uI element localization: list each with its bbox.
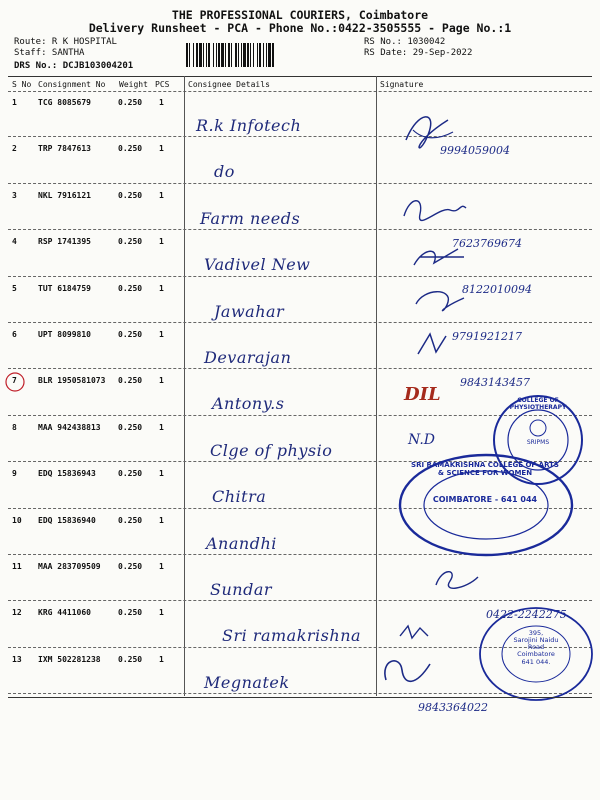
row-consignee-details: Jawahar	[214, 301, 285, 321]
institute-address-2: Sarojini Naidu Road	[513, 636, 559, 652]
barcode	[186, 43, 358, 67]
physiotherapy-stamp-text: COLLEGE OF PHYSIOTHERAPY	[509, 397, 567, 411]
arts-science-stamp-center: COIMBATORE - 641 044	[432, 495, 538, 504]
row-consignment-no: MAA 283709509	[38, 562, 101, 571]
row-consignee-details: Farm needs	[200, 208, 301, 228]
row-divider	[8, 368, 592, 369]
row-consignment-no: EDQ 15836940	[38, 515, 96, 525]
row-consignee-details: do	[214, 162, 235, 182]
col-header-pcs: PCS	[155, 80, 170, 89]
row-weight: 0.250	[118, 608, 143, 618]
signature-row1	[398, 110, 458, 150]
row-signature-phone: 9843364022	[418, 700, 488, 714]
institute-stamp-text	[506, 630, 566, 666]
runsheet-title: THE PROFESSIONAL COURIERS, Coimbatore	[171, 8, 429, 22]
row-weight: 0.250	[118, 654, 143, 664]
signature-row4	[410, 243, 470, 273]
physiotherapy-stamp-center: SRIPMS	[526, 439, 550, 446]
row-consignee-details: Megnatek	[204, 672, 290, 692]
row-pcs: 1	[159, 608, 164, 618]
row-consignment-no: RSP 1741395	[38, 237, 91, 247]
rs-no-label: RS No.: 1030042	[364, 37, 446, 47]
col-header-sno: S No	[12, 80, 32, 89]
row-pcs: 1	[159, 283, 164, 293]
row-sno: 1	[12, 98, 17, 107]
row-weight: 0.250	[118, 422, 143, 432]
row-weight: 0.250	[118, 376, 143, 386]
row-divider	[8, 600, 592, 601]
row7-sign: DIL	[404, 384, 441, 405]
drs-label: DRS No.: DCJB103004201	[14, 61, 134, 71]
row-weight: 0.250	[118, 144, 143, 154]
institute-address-3: Coimbatore	[517, 650, 555, 659]
row-consignment-no: UPT 8099810	[38, 330, 91, 339]
row-sno: 7	[12, 376, 17, 386]
row-weight: 0.250	[118, 562, 143, 571]
row-pcs: 1	[159, 654, 164, 664]
row-consignee-details: R.k Infotech	[196, 116, 302, 135]
institute-address-1: 395,	[528, 629, 544, 637]
row-pcs: 1	[159, 190, 164, 200]
signature-row3	[400, 196, 470, 226]
row-sno: 8	[12, 422, 17, 432]
row-weight: 0.250	[118, 98, 143, 107]
row-consignment-no: TCG 8085679	[38, 98, 91, 107]
row-pcs: 1	[159, 237, 164, 247]
row-consignee-details: Chitra	[212, 487, 267, 507]
institute-address-4: 641 044.	[521, 657, 551, 666]
row-sno: 6	[12, 330, 17, 339]
row-consignment-no: EDQ 15836943	[38, 469, 96, 479]
row-signature-phone: 0422-2242275	[486, 608, 567, 621]
row-consignment-no: TRP 7847613	[38, 144, 91, 154]
row-signature-phone: 9843143457	[460, 376, 530, 389]
row-weight: 0.250	[118, 330, 143, 339]
signature-row6	[414, 330, 454, 360]
row-consignment-no: NKL 7916121	[38, 190, 91, 200]
route-label: Route: R K HOSPITAL	[14, 37, 117, 47]
signature-row5	[412, 286, 472, 316]
row-consignment-no: KRG 4411060	[38, 608, 91, 618]
barcode-bar	[272, 43, 274, 67]
signature-row11	[432, 565, 482, 595]
row-signature-phone: 7623769674	[452, 236, 522, 250]
row-consignee-details: Sri ramakrishna	[222, 626, 362, 646]
row-sno: 11	[12, 562, 22, 571]
row-sno: 9	[12, 469, 17, 479]
row-pcs: 1	[159, 330, 164, 339]
col-header-consignment: Consignment No	[38, 80, 106, 89]
row-consignment-no: IXM 502281238	[38, 654, 101, 664]
row-consignee-details: Devarajan	[204, 348, 292, 367]
row-divider	[8, 322, 592, 323]
table-bottom-rule	[8, 697, 592, 698]
row-consignee-details: Sundar	[210, 580, 272, 599]
col-header-signature: Signature	[380, 80, 424, 89]
rs-date-label: RS Date: 29-Sep-2022	[364, 48, 473, 58]
row-consignment-no: BLR 1950581073	[38, 376, 106, 386]
row-consignee-details: Anandhi	[206, 533, 277, 553]
row-weight: 0.250	[118, 283, 143, 293]
row-signature-phone: 8122010094	[462, 283, 532, 297]
row-signature-phone: 9994059004	[440, 144, 510, 157]
row-sno: 12	[12, 608, 22, 618]
row-pcs: 1	[159, 98, 164, 107]
row-weight: 0.250	[118, 515, 143, 525]
row-consignment-no: MAA 942438813	[38, 422, 101, 432]
row7-circle-mark	[4, 371, 26, 393]
table-top-rule	[8, 76, 592, 77]
row-consignee-details: Antony.s	[212, 394, 285, 414]
row8-sign: N.D	[408, 432, 436, 448]
row-weight: 0.250	[118, 237, 143, 247]
row-pcs: 1	[159, 515, 164, 525]
row-divider	[8, 229, 592, 230]
arts-science-stamp-text: SRI RAMAKRISHNA COLLEGE OF ARTS & SCIENCE FOR WOMEN	[411, 461, 559, 477]
row-consignee-details: Vadivel New	[204, 255, 311, 275]
runsheet-subtitle: Delivery Runsheet - PCA - Phone No.:0422-3505555 - Page No.:1	[88, 21, 512, 35]
signature-row12	[398, 620, 438, 644]
row-pcs: 1	[159, 562, 164, 571]
row-divider	[8, 136, 592, 137]
row-sno: 10	[12, 515, 22, 525]
staff-label: Staff: SANTHA	[14, 48, 85, 58]
row-pcs: 1	[159, 422, 164, 432]
row-consignee-details: Clge of physio	[210, 440, 333, 460]
row-sno: 4	[12, 237, 17, 247]
table-header-rule	[8, 91, 592, 92]
signature-row13	[380, 650, 440, 690]
row-signature-phone: 9791921217	[452, 329, 522, 343]
row-sno: 13	[12, 654, 22, 664]
row-sno: 3	[12, 190, 17, 200]
row-pcs: 1	[159, 144, 164, 154]
row-sno: 5	[12, 283, 17, 293]
row-pcs: 1	[159, 376, 164, 386]
row-pcs: 1	[159, 469, 164, 479]
consignee-column-divider	[184, 76, 185, 696]
row-divider	[8, 276, 592, 277]
row-divider	[8, 183, 592, 184]
col-header-weight: Weight	[119, 80, 148, 89]
col-header-consignee: Consignee Details	[188, 80, 270, 89]
row-sno: 2	[12, 144, 17, 154]
row-weight: 0.250	[118, 469, 143, 479]
signature-column-divider	[376, 76, 377, 696]
row-consignment-no: TUT 6184759	[38, 283, 91, 293]
row-weight: 0.250	[118, 190, 143, 200]
